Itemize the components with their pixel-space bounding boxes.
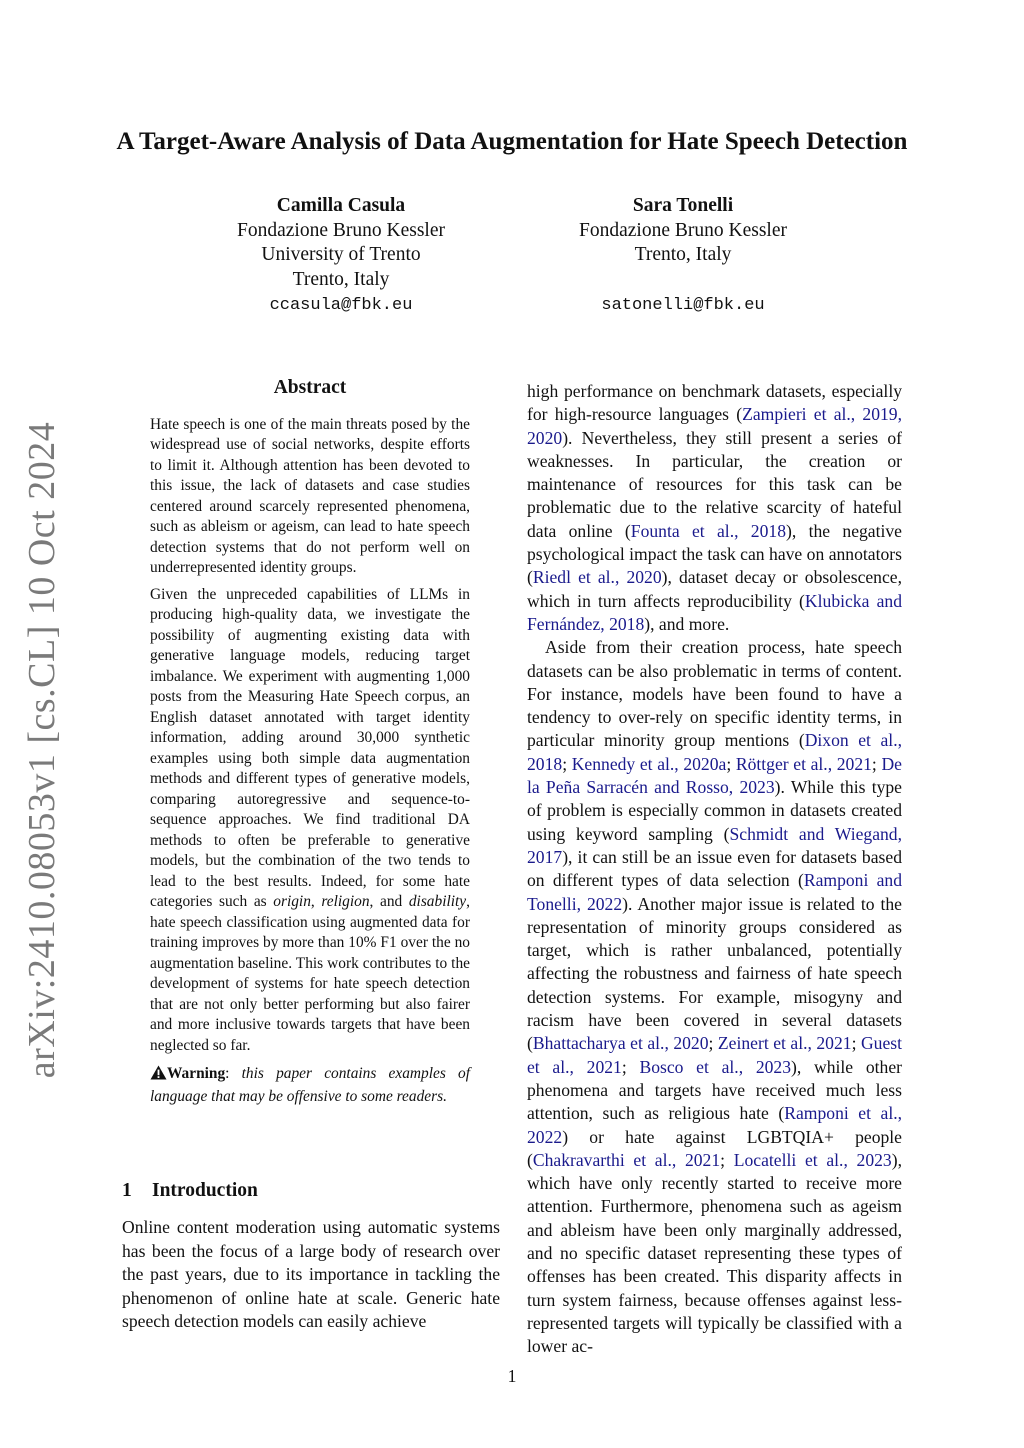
intro-paragraph-continued: high performance on benchmark datasets, especially for high-resource languages (Zampieri et al., 2019, 2020). Nevertheless, they still present a series of weaknesses. In particular, the creation or maintenance of resources for this task can be problematic due to the relative scarcity of hateful data online (Founta et al., 2018), the negative psychological impact the task can have on annotators (Riedl et al., 2020), dataset decay or obsolescence, which in turn affects reproducibility (Klubicka and Fernández, 2018), and more. xyxy=(527,381,902,634)
citation-link[interactable]: Chakravarthi et al., 2021 xyxy=(532,1149,721,1170)
abstract-section xyxy=(150,378,470,1113)
warning-icon xyxy=(150,1065,167,1087)
citation-link[interactable]: Guest et al., 2021 xyxy=(527,1033,902,1077)
citation-link[interactable]: Bosco et al., 2023 xyxy=(639,1056,792,1077)
citation-link[interactable]: Klubicka and Fernández, 2018 xyxy=(527,590,902,634)
abstract-heading: Abstract xyxy=(273,377,347,398)
citation-link[interactable]: Kennedy et al., 2020a xyxy=(571,753,727,774)
author-affiliation: Fondazione Bruno Kessler xyxy=(579,219,787,241)
author-affiliation: Fondazione Bruno Kessler xyxy=(237,219,445,241)
author-affiliation: University of Trento xyxy=(261,244,421,265)
author-email: ccasula@fbk.eu xyxy=(269,296,413,315)
paper-title: A Target-Aware Analysis of Data Augmentation for Hate Speech Detection xyxy=(116,128,908,155)
citation-link[interactable]: Dixon et al., 2018 xyxy=(527,730,902,774)
introduction-section xyxy=(122,1180,500,1334)
abstract-paragraph-2: Given the unpreceded capabilities of LLMs in producing high-quality data, we investigate the possibility of augmenting existing data with generative language models, reducing target imbalance. We experiment with augmenting 1,000 posts from the Measuring Hate Speech corpus, an English dataset annotated with target identity information, adding around 30,000 synthetic examples using both simple data augmentation methods and different types of generative models, comparing autoregressive and sequence-to-sequence approaches. We find traditional DA methods to often be preferable to generative models, but the combination of the two tends to lead to the best results. Indeed, for some hate categories such as origin, religion, and disability, hate speech classification using augmented data for training improves by more than 10% F1 over the no augmentation baseline. This work contributes to the development of systems for hate speech detection that are not only better performing but also fairer and more inclusive towards targets that have been neglected so far. xyxy=(150,585,470,1054)
author-name: Camilla Casula xyxy=(276,195,406,216)
section-heading xyxy=(122,1180,500,1202)
citation-link[interactable]: Riedl et al., 2020 xyxy=(532,567,662,588)
intro-paragraph-1: Online content moderation using automatic systems has been the focus of a large body of research over the past years, due to its importance in tackling the phenomenon of online hate at scale. Generic hate speech detection models can easily achieve xyxy=(122,1217,500,1331)
section-number: 1 xyxy=(122,1180,132,1201)
citation-link[interactable]: Röttger et al., 2021 xyxy=(735,753,872,774)
citation-link[interactable]: Zeinert et al., 2021 xyxy=(717,1033,852,1054)
page-number: 1 xyxy=(507,1366,517,1386)
citation-link[interactable]: Schmidt and Wiegand, 2017 xyxy=(527,823,903,867)
citation-link[interactable]: Bhattacharya et al., 2020 xyxy=(532,1033,709,1054)
citation-link[interactable]: Ramponi and Tonelli, 2022 xyxy=(527,870,903,914)
content-warning: Warning: this paper contains examples of language that may be offensive to some readers. xyxy=(150,1065,470,1105)
citation-link[interactable]: Locatelli et al., 2023 xyxy=(733,1149,892,1170)
intro-paragraph-2: Aside from their creation process, hate speech datasets can be also problematic in terms of content. For instance, models have been found to have a tendency to over-rely on specific identity terms, in particular minority group mentions (Dixon et al., 2018; Kennedy et al., 2020a; Röttger et al., 2021; De la Peña Sarracén and Rosso, 2023). While this type of problem is especially common in datasets created using keyword sampling (Schmidt and Wiegand, 2017), it can still be an issue even for datasets based on different types of data selection (Ramponi and Tonelli, 2022). Another major issue is related to the representation of minority groups considered as target, which is rather unbalanced, potentially affecting the robustness and fairness of hate speech detection systems. For example, misogyny and racism have been covered in several datasets (Bhattacharya et al., 2020; Zeinert et al., 2021; Guest et al., 2021; Bosco et al., 2023), while other phenomena and targets have received much less attention, such as religious hate (Ramponi et al., 2022) or hate against LGBTQIA+ people (Chakravarthi et al., 2021; Locatelli et al., 2023), which have only recently started to receive more attention. Furthermore, phenomena such as ageism and ableism have been only marginally addressed, and no specific dataset representing these types of offenses has been created. This disparity affects in turn system fairness, because offenses against less-represented targets will typically be classified with a lower ac- xyxy=(527,637,903,1357)
citation-link[interactable]: Zampieri et al., 2019, 2020 xyxy=(527,404,902,448)
section-title: Introduction xyxy=(152,1180,258,1201)
citation-link[interactable]: Ramponi et al., 2022 xyxy=(527,1103,903,1147)
author-name: Sara Tonelli xyxy=(632,195,734,216)
author-block-1 xyxy=(181,194,501,319)
arxiv-identifier: arXiv:2410.08053v1 [cs.CL] 10 Oct 2024 xyxy=(21,421,63,1079)
author-block-2 xyxy=(523,194,843,319)
citation-link[interactable]: De la Peña Sarracén and Rosso, 2023 xyxy=(527,753,902,798)
author-email: satonelli@fbk.eu xyxy=(601,296,765,315)
author-location: Trento, Italy xyxy=(292,268,390,290)
citation-link[interactable]: Founta et al., 2018 xyxy=(630,520,786,541)
right-column xyxy=(527,380,902,1358)
author-location: Trento, Italy xyxy=(634,244,732,265)
abstract-paragraph-1: Hate speech is one of the main threats posed by the widespread use of social networks, despite efforts to limit it. Although attention has been devoted to this issue, the lack of datasets and case studies centered around scarcely represented phenomena, such as ableism or ageism, can lead to hate speech detection systems that do not perform well on underrepresented identity groups. xyxy=(150,415,470,576)
